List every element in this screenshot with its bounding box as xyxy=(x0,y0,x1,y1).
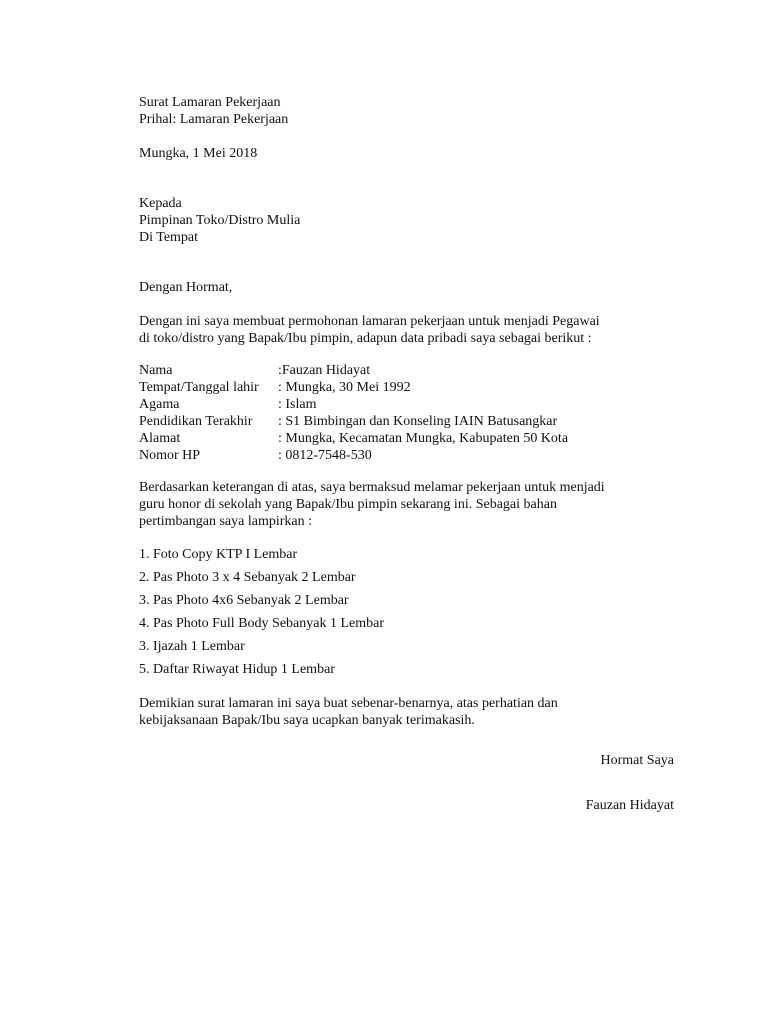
intro-paragraph xyxy=(139,313,679,347)
list-item: 4. Pas Photo Full Body Sebanyak 1 Lembar xyxy=(139,616,384,631)
personal-info xyxy=(139,362,679,464)
signatory-name: Fauzan Hidayat xyxy=(585,798,674,813)
letter-header xyxy=(139,94,679,128)
info-value: : Mungka, Kecamatan Mungka, Kabupaten 50 Kota xyxy=(278,431,569,446)
purpose-line: guru honor di sekolah yang Bapak/Ibu pimpin sekarang ini. Sebagai bahan xyxy=(139,497,557,512)
info-row-address xyxy=(139,430,679,447)
list-item: 3. Pas Photo 4x6 Sebanyak 2 Lembar xyxy=(139,593,349,608)
letter-date xyxy=(139,145,679,162)
closing-line: Demikian surat lamaran ini saya buat sebenar-benarnya, atas perhatian dan xyxy=(139,696,558,711)
list-item: 5. Daftar Riwayat Hidup 1 Lembar xyxy=(139,662,335,677)
greeting xyxy=(139,279,679,296)
recipient-block xyxy=(139,195,679,246)
closing-line: kebijaksanaan Bapak/Ibu saya ucapkan banyak terimakasih. xyxy=(139,713,475,728)
info-row-education xyxy=(139,413,679,430)
info-value: : 0812-7548-530 xyxy=(278,448,372,463)
intro-line: Dengan ini saya membuat permohonan lamaran pekerjaan untuk menjadi Pegawai xyxy=(139,314,600,329)
recipient-salutation: Kepada xyxy=(139,196,182,211)
list-item: 3. Ijazah 1 Lembar xyxy=(139,639,245,654)
info-row-religion xyxy=(139,396,679,413)
info-row-birth xyxy=(139,379,679,396)
info-value: :Fauzan Hidayat xyxy=(278,363,371,378)
list-item: 1. Foto Copy KTP I Lembar xyxy=(139,547,298,562)
info-label: Pendidikan Terakhir xyxy=(139,414,253,429)
intro-line: di toko/distro yang Bapak/Ibu pimpin, adapun data pribadi saya sebagai berikut : xyxy=(139,331,592,346)
info-row-phone xyxy=(139,447,679,464)
attachment-list xyxy=(139,546,679,684)
info-label: Tempat/Tanggal lahir xyxy=(139,380,259,395)
place-date: Mungka, 1 Mei 2018 xyxy=(139,146,258,161)
recipient-location: Di Tempat xyxy=(139,230,199,245)
info-label: Agama xyxy=(139,397,180,412)
recipient-name: Pimpinan Toko/Distro Mulia xyxy=(139,213,301,228)
sign-off: Hormat Saya xyxy=(600,753,674,768)
closing-paragraph xyxy=(139,695,679,729)
info-label: Nomor HP xyxy=(139,448,201,463)
purpose-line: pertimbangan saya lampirkan : xyxy=(139,514,312,529)
info-value: : Mungka, 30 Mei 1992 xyxy=(278,380,411,395)
info-value: : S1 Bimbingan dan Konseling IAIN Batusangkar xyxy=(278,414,558,429)
info-label: Alamat xyxy=(139,431,181,446)
info-value: : Islam xyxy=(278,397,317,412)
list-item: 2. Pas Photo 3 x 4 Sebanyak 2 Lembar xyxy=(139,570,356,585)
letter-subject: Prihal: Lamaran Pekerjaan xyxy=(139,112,289,127)
purpose-paragraph xyxy=(139,479,679,530)
letter-title: Surat Lamaran Pekerjaan xyxy=(139,95,281,110)
info-row-nama xyxy=(139,362,679,379)
purpose-line: Berdasarkan keterangan di atas, saya bermaksud melamar pekerjaan untuk menjadi xyxy=(139,480,605,495)
info-label: Nama xyxy=(139,363,173,378)
greeting-text: Dengan Hormat, xyxy=(139,280,233,295)
